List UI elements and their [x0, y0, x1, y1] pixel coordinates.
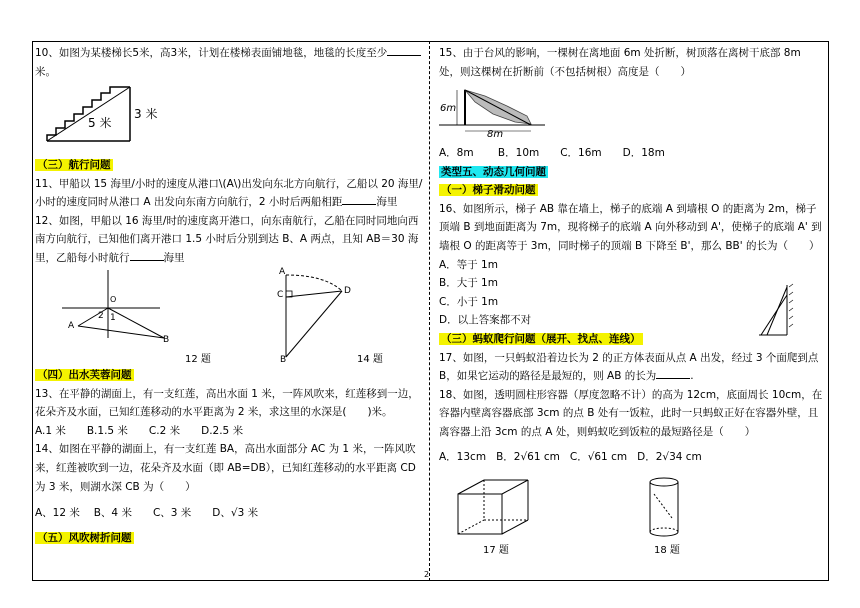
stairs-length-label: 5 米	[88, 116, 112, 130]
fig12-a: A	[68, 321, 75, 331]
fig14-a: A	[279, 267, 286, 277]
section-wind-tree: （五）风吹树折问题	[37, 531, 132, 544]
question-14: 14、如图在平静的湖面上，有一支红莲 BA，高出水面部分 AC 为 1 米，一阵风吹来，红莲被吹到一边，花朵齐及水面（即 AB=DB），已知红莲移动的水平距离 CD 为 3 米，则湖水深 CB 为（ ）	[35, 443, 416, 493]
left-col-2	[35, 156, 423, 268]
caption-14: 14 题	[357, 354, 383, 365]
q18-b: B．2√61 cm	[496, 450, 560, 463]
figure-17-cube	[454, 478, 544, 540]
question-15-options: A．8m B．10m C．16m D．18m	[439, 147, 665, 159]
question-16: 16、如图所示，梯子 AB 靠在墙上，梯子的底端 A 到墙根 O 的距离为 2m，梯子顶端 B 到地面距离为 7m，现将梯子的底端 A 向外移动到 A'，使梯子的底端 A' 到墙根 O 的距离等于 3m，同时梯子的顶端 B 下降至 B'，那么 BB' 的长为（ ）	[439, 202, 822, 252]
fig12-o: O	[110, 295, 117, 304]
section-navigation: （三）航行问题	[37, 159, 111, 171]
q16-option-a: A．等于 1m	[439, 258, 498, 271]
caption-18: 18 题	[654, 545, 680, 556]
question-18: 18、如图，透明圆柱形容器（厚度忽略不计）的高为 12cm，底面周长 10cm，在容器内壁离容器底部 3cm 的点 B 处有一饭粒，此时一只蚂蚁正好在容器外壁，且离容器上沿 3cm 的点 A 处，则蚂蚁吃到饭粒的最短路径是（ ）	[439, 388, 823, 438]
q16-option-d: D．以上答案都不对	[439, 314, 532, 327]
q18-c: C．√61 cm	[569, 450, 628, 463]
fig14-d: D	[344, 286, 351, 296]
figure-15	[437, 84, 549, 140]
stairs-height-label: 3 米	[134, 107, 158, 121]
fig12-angle1: 1	[110, 313, 116, 323]
type-dynamic-geometry: 类型五、动态几何问题	[441, 165, 546, 178]
left-col-3	[35, 366, 423, 547]
question-12: 12、如图，甲船以 16 海里/时的速度离开港口，向东南航行，乙船在同时同地向西南方向航行，已知他们离开港口 1.5 小时后分别到达 B、A 两点，且知 AB＝30 海里，乙船每小时航行 海里	[35, 214, 419, 264]
page-number: 2	[424, 570, 430, 579]
fig14-b: B	[280, 355, 287, 363]
left-column	[35, 44, 423, 81]
question-15: 15、由于台风的影响，一棵树在离地面 6m 处折断，树顶落在离树干底部 8m 处，则这棵树在折断前（不包括树根）高度是（ ）	[439, 47, 801, 78]
question-14-options: A、12 米 B、4 米 C、3 米 D、√3 米	[35, 507, 259, 520]
stairs-figure	[44, 83, 174, 145]
figure-12	[60, 268, 210, 348]
section-lotus: （四）出水芙蓉问题	[37, 369, 132, 381]
question-13: 13、在平静的湖面上，有一支红莲，高出水面 1 米，一阵风吹来，红莲移到一边，花朵齐及水面，已知红莲移动的水平距离为 2 米，求这里的水深是( )米。	[35, 387, 419, 419]
caption-12: 12 题	[185, 354, 211, 365]
question-17: 17、如图，一只蚂蚁沿着边长为 2 的正方体表面从点 A 出发，经过 3 个面爬到点 B，如果它运动的路径是最短的，则 AB 的长为 .	[439, 351, 819, 383]
q16-option-c: C．小于 1m	[439, 295, 499, 308]
q18-d: D．2√34 cm	[637, 450, 702, 463]
section-ant: （三）蚂蚁爬行问题（展开、找点、连线）	[441, 332, 641, 345]
question-18-options	[439, 448, 823, 467]
q18-a: A．13cm	[439, 450, 487, 463]
figure-18-cylinder	[644, 476, 684, 540]
question-13-options: A.1 米 B.1.5 米 C.2 米 D.2.5 米	[35, 424, 244, 437]
fig14-c: C	[277, 290, 284, 300]
question-11: 11、甲船以 15 海里/小时的速度从港口\(A\)出发向东北方向航行，乙船以 20 海里/小时的速度同时从港口 A 出发向东南方向航行，2 小时后两船相距 海里	[35, 177, 423, 209]
column-divider	[429, 41, 430, 581]
fig12-b: B	[163, 335, 170, 345]
fig15-width: 8m	[487, 129, 504, 140]
fig15-height: 6m	[440, 103, 457, 114]
q16-option-b: B．大于 1m	[439, 277, 498, 290]
question-10: 10、如图为某楼梯长5米，高3米，计划在楼梯表面铺地毯，地毯的长度至少 米。	[35, 44, 423, 81]
figure-16	[757, 283, 797, 339]
section-ladder: （一）梯子滑动问题	[441, 184, 536, 197]
caption-17: 17 题	[483, 545, 509, 556]
fig12-angle2: 2	[98, 311, 104, 321]
figure-14	[270, 263, 365, 363]
right-column	[439, 44, 823, 81]
